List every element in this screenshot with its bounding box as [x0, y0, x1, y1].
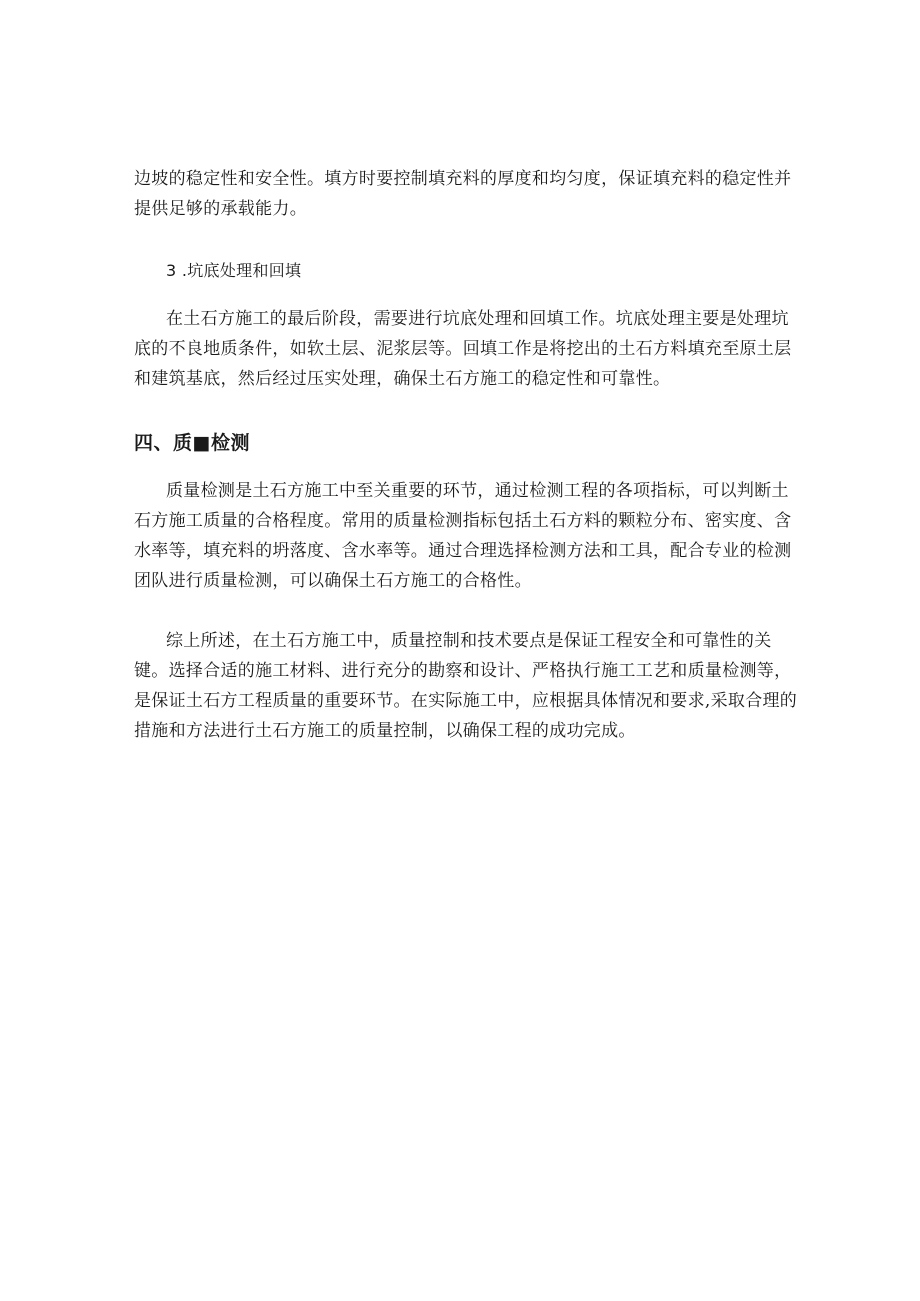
paragraph-line: 水率等，填充料的坍落度、含水率等。通过合理选择检测方法和工具，配合专业的检测	[134, 541, 792, 561]
paragraph-line: 键。选择合适的施工材料、进行充分的勘察和设计、严格执行施工工艺和质量检测等，	[134, 661, 792, 681]
paragraph-slope-stability	[134, 164, 794, 224]
paragraph-line: 综上所述，在土石方施工中，质量控制和技术要点是保证工程安全和可靠性的关	[166, 631, 772, 651]
paragraph-quality-inspection	[134, 476, 794, 596]
paragraph-line: 质量检测是土石方施工中至关重要的环节，通过检测工程的各项指标，可以判断土	[166, 481, 789, 501]
subsection-heading-pit-bottom	[134, 256, 794, 286]
paragraph-line: 在土石方施工的最后阶段，需要进行坑底处理和回填工作。坑底处理主要是处理坑	[166, 309, 789, 329]
paragraph-line: 和建筑基底，然后经过压实处理，确保土石方施工的稳定性和可靠性。	[134, 369, 671, 389]
section-heading-quality-inspection: 四、质■检测	[134, 432, 250, 454]
paragraph-line: 石方施工质量的合格程度。常用的质量检测指标包括土石方料的颗粒分布、密实度、含	[134, 511, 792, 531]
paragraph-line: 底的不良地质条件，如软土层、泥浆层等。回填工作是将挖出的土石方料填充至原土层	[134, 339, 792, 359]
paragraph-line: 团队进行质量检测，可以确保土石方施工的合格性。	[134, 571, 532, 591]
paragraph-conclusion	[134, 626, 798, 746]
paragraph-line: 提供足够的承载能力。	[134, 199, 307, 219]
paragraph-line: 边坡的稳定性和安全性。填方时要控制填充料的厚度和均匀度，保证填充料的稳定性并	[134, 169, 792, 189]
subsection-title: 3 .坑底处理和回填	[166, 261, 302, 280]
paragraph-line: 是保证土石方工程质量的重要环节。在实际施工中，应根据具体情况和要求,采取合理的	[134, 691, 798, 711]
paragraph-pit-bottom-backfill	[134, 304, 794, 394]
paragraph-line: 措施和方法进行土石方施工的质量控制，以确保工程的成功完成。	[134, 721, 636, 741]
